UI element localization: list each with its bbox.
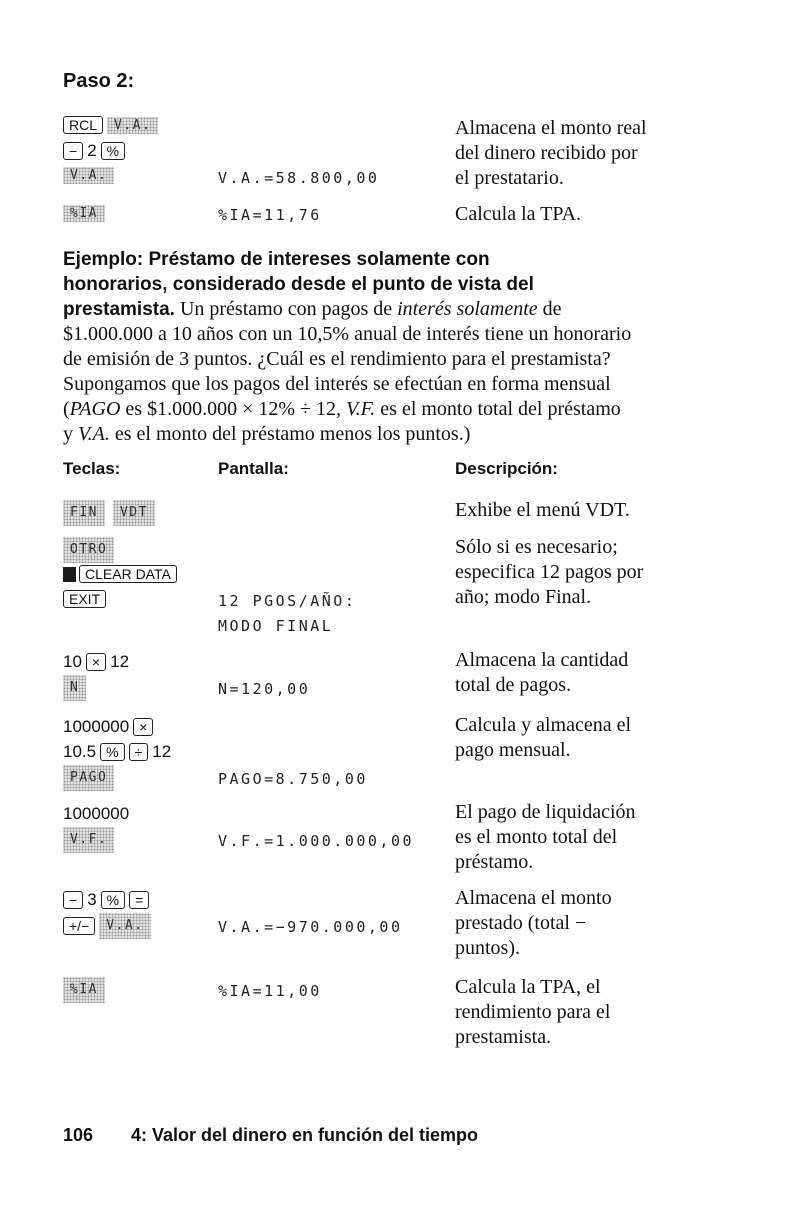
example-line-7: (PAGO es $1.000.000 × 12% ÷ 12, V.F. es el monto total del préstamo [63, 398, 621, 420]
display-line: V.A.=−970.000,00 [218, 918, 403, 936]
calculator-key[interactable]: CLEAR DATA [79, 565, 177, 583]
menu-softkey[interactable]: N [63, 675, 86, 701]
table-row-description [455, 535, 643, 610]
table-row-display [218, 804, 414, 854]
desc-line: prestado (total − [455, 912, 587, 934]
desc-line: Exhibe el menú VDT. [455, 499, 630, 521]
desc-line: rendimiento para el [455, 1001, 611, 1023]
step-desc-1 [455, 116, 647, 191]
table-row-display [218, 652, 310, 702]
calculator-key[interactable]: = [129, 891, 149, 909]
page-number: 106 [63, 1125, 94, 1145]
calculator-key[interactable]: % [101, 891, 125, 909]
display-line: V.F.=1.000.000,00 [218, 832, 415, 850]
calculator-key[interactable]: − [63, 891, 83, 909]
key-line [63, 650, 133, 675]
key-line [63, 802, 133, 827]
calculator-key[interactable]: % [100, 743, 124, 761]
desc-line: especifica 12 pagos por [455, 561, 644, 583]
desc-line: Almacena el monto [455, 887, 612, 909]
key-line [63, 537, 181, 562]
table-row-display [218, 717, 368, 792]
example-paragraph [63, 247, 678, 447]
display-line: MODO FINAL [218, 617, 334, 635]
table-row-keys [63, 500, 163, 525]
calculator-key[interactable]: × [133, 718, 153, 736]
key-line [63, 977, 113, 1002]
key-line [63, 765, 175, 790]
table-row-keys [63, 802, 133, 852]
desc-line: es el monto total del [455, 826, 618, 848]
key-line [63, 587, 181, 612]
table-row-display [218, 979, 322, 1004]
step-keys-1b [63, 141, 129, 161]
display-line [218, 890, 403, 915]
menu-softkey[interactable]: V.F. [63, 827, 114, 853]
step-display-2: %IA=11,76 [218, 206, 322, 224]
example-line-4: $1.000.000 a 10 años con un 10,5% anual de interés tiene un honorario [63, 323, 632, 345]
step-title: Paso 2: [63, 70, 135, 92]
display-line: 12 PGOS/AÑO: [218, 592, 357, 610]
example-line-5: de emisión de 3 puntos. ¿Cuál es el rendimiento para el prestamista? [63, 348, 611, 370]
example-line-6: Supongamos que los pagos del interés se efectúan en forma mensual [63, 373, 611, 395]
display-line: N=120,00 [218, 680, 311, 698]
step-keys-1 [63, 116, 166, 134]
chapter-title: 4: Valor del dinero en función del tiempo [131, 1125, 479, 1145]
table-row-keys [63, 650, 133, 700]
table-row-description [455, 713, 631, 763]
desc-line: Calcula la TPA, el [455, 976, 601, 998]
step-display-1: V.A.=58.800,00 [218, 169, 380, 187]
example-lead-line-2: honorarios, considerado desde el punto de vista del [63, 274, 534, 295]
menu-softkey[interactable]: VDT [113, 500, 155, 526]
typed-number: 1000000 [63, 804, 130, 824]
menu-softkey[interactable]: FIN [63, 500, 105, 526]
display-line [218, 717, 368, 742]
table-row-keys [63, 888, 159, 938]
typed-number: 12 [110, 652, 130, 672]
menu-softkey[interactable]: PAGO [63, 765, 114, 791]
typed-number: 3 [87, 890, 97, 910]
key-line [63, 715, 175, 740]
desc-line: pago mensual. [455, 739, 571, 761]
display-line [218, 742, 368, 767]
desc-line: del dinero recibido por [455, 142, 638, 164]
table-row-description [455, 800, 636, 875]
table-row-keys [63, 977, 113, 1002]
shift-key[interactable] [63, 567, 76, 582]
table-row-keys [63, 537, 181, 612]
desc-line: total de pagos. [455, 674, 572, 696]
calculator-key[interactable]: EXIT [63, 590, 106, 608]
desc-line: puntos). [455, 937, 520, 959]
table-row-display [218, 890, 403, 940]
example-lead-line-1: Ejemplo: Préstamo de intereses solamente con [63, 249, 490, 270]
table-row-description [455, 975, 611, 1050]
display-line [218, 564, 356, 589]
calculator-key[interactable]: × [86, 653, 106, 671]
table-row-description [455, 498, 630, 523]
desc-line: Sólo si es necesario; [455, 536, 618, 558]
header-display: Pantalla: [218, 459, 289, 478]
example-line-8: y V.A. es el monto del préstamo menos los puntos.) [63, 423, 471, 445]
step-keys-2 [63, 204, 113, 222]
header-keys: Teclas: [63, 459, 121, 478]
desc-line: prestamista. [455, 1026, 552, 1048]
key-line [63, 562, 181, 587]
calculator-key[interactable]: ÷ [129, 743, 149, 761]
menu-softkey[interactable]: %IA [63, 205, 105, 222]
step-keys-1c [63, 166, 122, 184]
calculator-key[interactable]: % [101, 142, 125, 160]
key-line [63, 913, 159, 938]
display-line [218, 652, 310, 677]
desc-line: año; modo Final. [455, 586, 592, 608]
menu-softkey[interactable]: OTRO [63, 537, 114, 563]
calculator-key[interactable]: − [63, 142, 83, 160]
desc-line: Calcula la TPA. [455, 203, 582, 225]
desc-line: El pago de liquidación [455, 801, 636, 823]
desc-line: Almacena la cantidad [455, 649, 629, 671]
menu-softkey[interactable]: V.A. [107, 117, 158, 134]
display-line [218, 804, 414, 829]
table-row-description [455, 648, 628, 698]
table-row-keys [63, 715, 175, 790]
key-line [63, 500, 163, 525]
display-line: %IA=11,00 [218, 982, 322, 1000]
table-row-display [218, 539, 356, 639]
typed-number: 12 [152, 742, 172, 762]
menu-softkey[interactable]: %IA [63, 977, 105, 1003]
typed-number: 1000000 [63, 717, 130, 737]
display-line: PAGO=8.750,00 [218, 770, 368, 788]
key-line [63, 827, 133, 852]
display-line [218, 539, 356, 564]
key-line [63, 675, 133, 700]
calculator-key[interactable]: +/− [63, 917, 95, 935]
step-desc-2 [455, 202, 581, 227]
typed-number: 2 [87, 141, 97, 160]
menu-softkey[interactable]: V.A. [63, 167, 114, 184]
example-line-3: prestamista. Un préstamo con pagos de interés solamente de [63, 298, 562, 320]
calculator-key[interactable]: RCL [63, 116, 103, 134]
key-line [63, 740, 175, 765]
header-description: Descripción: [455, 459, 558, 478]
table-row-description [455, 886, 612, 961]
typed-number: 10.5 [63, 742, 97, 762]
key-line [63, 888, 159, 913]
typed-number: 10 [63, 652, 82, 672]
desc-line: el prestatario. [455, 167, 564, 189]
menu-softkey[interactable]: V.A. [99, 913, 150, 939]
desc-line: préstamo. [455, 851, 534, 873]
desc-line: Calcula y almacena el [455, 714, 632, 736]
desc-line: Almacena el monto real [455, 117, 647, 139]
